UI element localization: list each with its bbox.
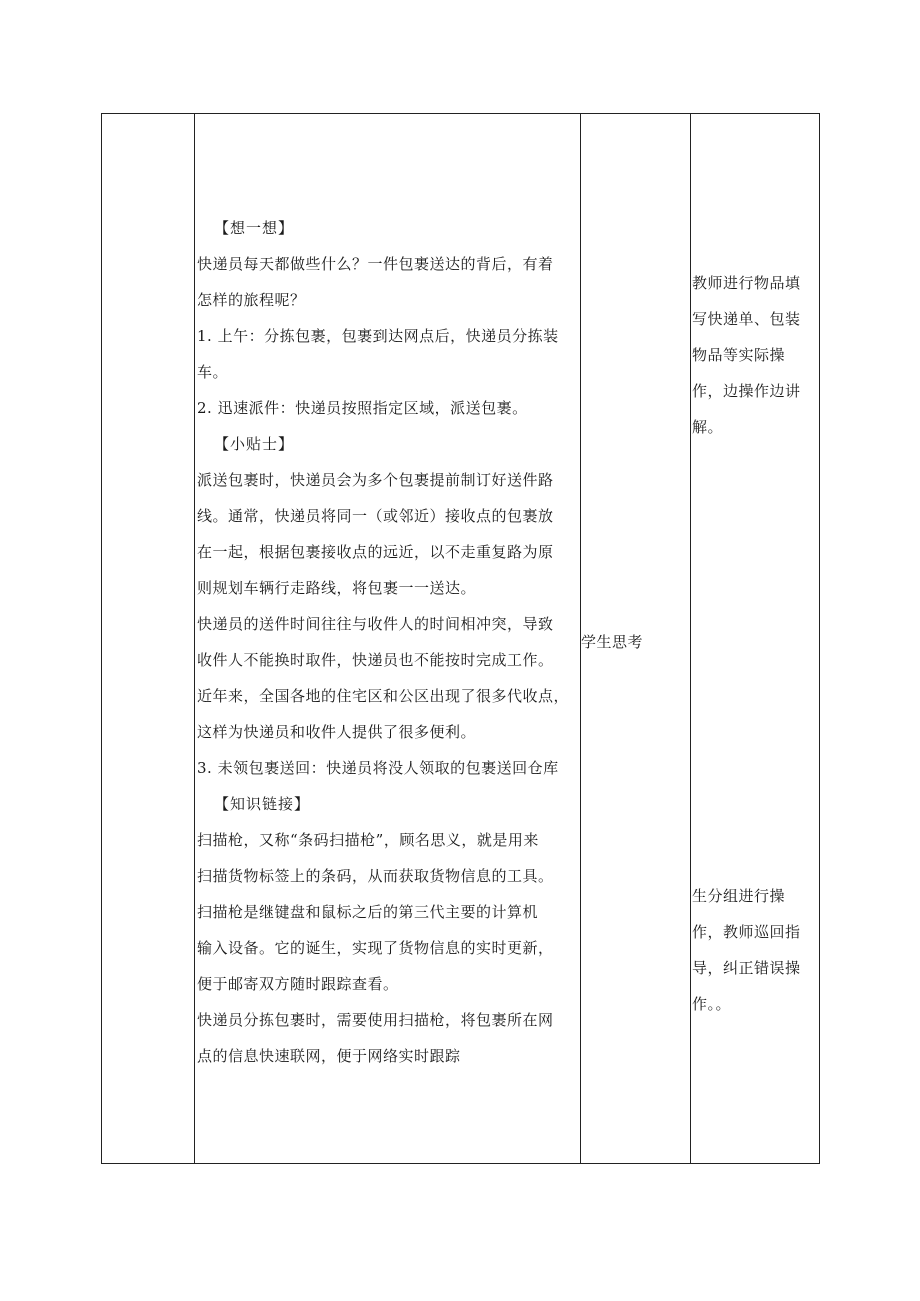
heading-tips: 【小贴士】 [214,435,295,453]
content-line: 1. 上午：分拣包裹，包裹到达网点后，快递员分拣装 [197,327,559,345]
heading-think: 【想一想】 [214,219,295,237]
content-line: 线。通常，快递员将同一（或邻近）接收点的包裹放 [197,507,554,525]
content-line: 便于邮寄双方随时跟踪查看。 [197,975,399,993]
teacher-cell [690,114,821,1163]
content-line: 输入设备。它的诞生，实现了货物信息的实时更新， [197,939,554,957]
content-line: 派送包裹时，快递员会为多个包裹提前制订好送件路 [197,471,554,489]
teacher-line: 作，教师巡回指 [692,923,801,941]
content-line: 这样为快递员和收件人提供了很多便利。 [197,723,477,741]
teacher-line: 导，纠正错误操 [692,959,801,977]
teacher-line: 解。 [692,418,724,436]
teacher-line: 物品等实际操 [692,346,786,364]
teacher-line: 写快递单、包装 [692,310,801,328]
content-line: 点的信息快速联网，便于网络实时跟踪 [197,1047,461,1065]
student-cell [580,114,690,1163]
content-line: 2. 迅速派件：快递员按照指定区域，派送包裹。 [197,399,528,417]
content-line: 快递员分拣包裹时，需要使用扫描枪，将包裹所在网 [197,1011,554,1029]
content-line: 收件人不能换时取件，快递员也不能按时完成工作。 [197,651,554,669]
student-activity: 学生思考 [581,633,644,651]
blank-cell [102,114,194,1163]
content-line: 在一起，根据包裹接收点的远近，以不走重复路为原 [197,543,554,561]
teacher-line: 作。。 [692,995,732,1013]
content-line: 则规划车辆行走路线，将包裹一一送达。 [197,579,477,597]
teacher-line: 教师进行物品填 [692,274,801,292]
content-line: 快递员的送件时间往往与收件人的时间相冲突，导致 [197,615,554,633]
content-line: 扫描枪是继键盘和鼠标之后的第三代主要的计算机 [197,903,539,921]
content-line: 扫描货物标签上的条码，从而获取货物信息的工具。 [197,867,554,885]
content-line: 近年来，全国各地的住宅区和公区出现了很多代收点， [197,687,570,705]
teacher-line: 生分组进行操 [692,887,786,905]
content-line: 快递员每天都做些什么？一件包裹送达的背后，有着 [197,255,554,273]
teacher-line: 作，边操作边讲 [692,382,801,400]
content-cell [194,114,580,1163]
content-line: 扫描枪，又称“条码扫描枪”，顾名思义，就是用来 [197,831,539,849]
content-line: 3. 未领包裹送回：快递员将没人领取的包裹送回仓库 [197,759,559,777]
heading-knowledge: 【知识链接】 [214,795,311,813]
lesson-table [101,113,820,1164]
content-line: 车。 [197,363,229,381]
content-line: 怎样的旅程呢？ [197,291,306,309]
